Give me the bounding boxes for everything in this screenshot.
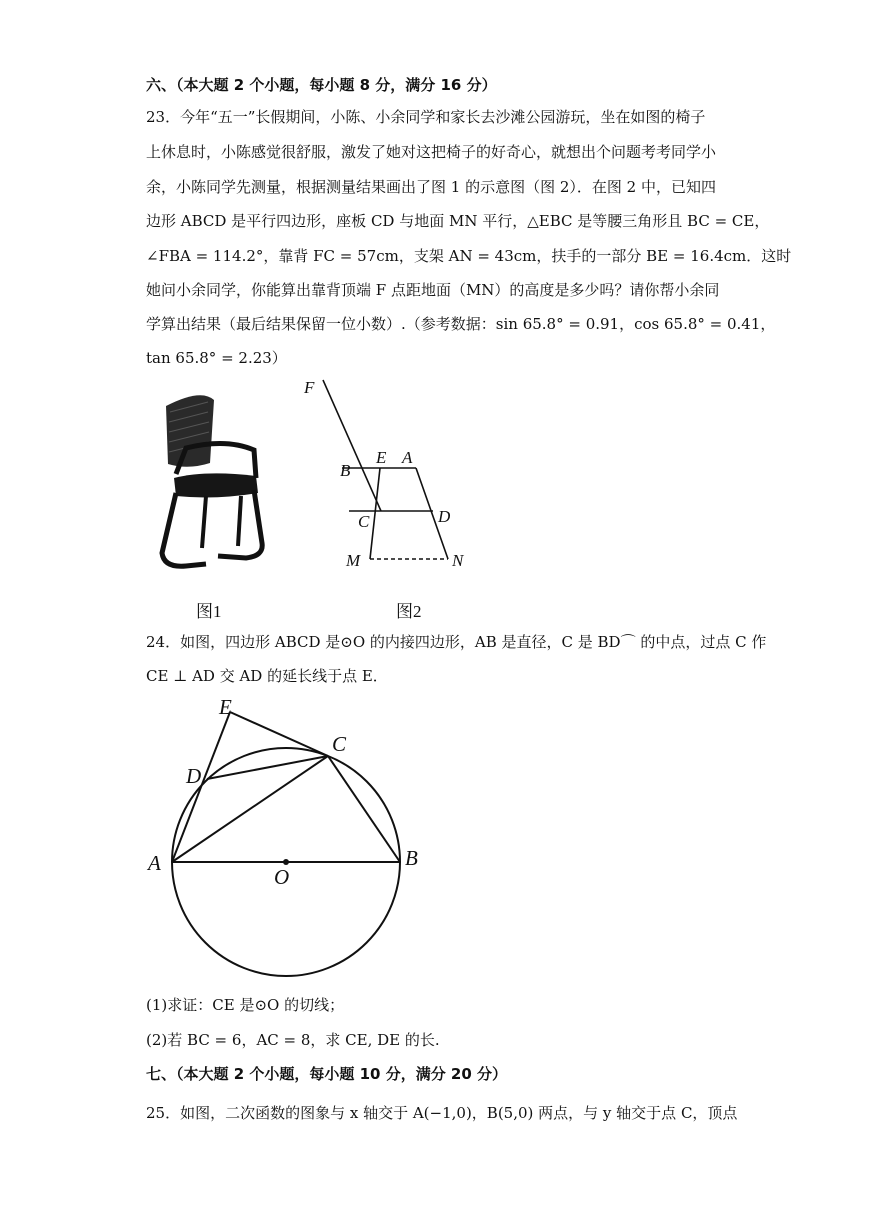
chair-photo: [146, 378, 296, 588]
q24-part-1: (1)求证：CE 是⊙O 的切线；: [146, 996, 345, 1014]
q24-line-1: 24．如图，四边形 ABCD 是⊙O 的内接四边形，AB 是直径，C 是 BD⌒ 的中点，过点 C 作: [146, 633, 767, 651]
q23-line-5: ∠FBA = 114.2°，靠背 FC = 57cm，支架 AN = 43cm，扶手的一部分 BE = 16.4cm．这时: [146, 247, 792, 265]
q23-line-1: 23．今年“五一”长假期间，小陈、小余同学和家长去沙滩公园游玩，坐在如图的椅子: [146, 108, 706, 126]
circle-label-C: C: [332, 732, 347, 756]
q23-line-8: tan 65.8° = 2.23）: [146, 349, 287, 367]
circle-label-O: O: [274, 865, 290, 889]
label-E: E: [376, 448, 387, 467]
q23-line-2: 上休息时，小陈感觉很舒服，激发了她对这把椅子的好奇心，就想出个问题考考同学小: [146, 143, 717, 161]
figure-2-caption: 图2: [396, 602, 422, 621]
figure-2-diagram: [296, 372, 468, 592]
circle-label-A: A: [148, 851, 161, 875]
figure-1-caption: 图1: [196, 602, 222, 621]
circle-label-E: E: [219, 695, 232, 719]
q23-line-6: 她问小余同学，你能算出靠背顶端 F 点距地面（MN）的高度是多少吗？请你帮小余同: [146, 281, 720, 299]
q24-part-2: (2)若 BC = 6，AC = 8，求 CE, DE 的长.: [146, 1031, 440, 1049]
q25-line-1: 25．如图，二次函数的图象与 x 轴交于 A(−1,0)，B(5,0) 两点，与 y 轴交于点 C，顶点: [146, 1104, 738, 1122]
q23-line-7: 学算出结果（最后结果保留一位小数）.（参考数据：sin 65.8° = 0.91，cos 65.8° = 0.41，: [146, 315, 776, 333]
circle-label-D: D: [186, 764, 202, 788]
circle-label-B: B: [405, 846, 418, 870]
label-C: C: [358, 512, 370, 531]
label-B: B: [340, 461, 351, 480]
label-D: D: [438, 507, 451, 526]
label-M: M: [346, 551, 361, 570]
section-seven-title: 七、（本大题 2 个小题，每小题 10 分，满分 20 分）: [146, 1065, 508, 1083]
q23-line-3: 余，小陈同学先测量，根据测量结果画出了图 1 的示意图（图 2）．在图 2 中，已知四: [146, 178, 716, 196]
circle-diagram: [140, 695, 440, 985]
q23-line-4: 边形 ABCD 是平行四边形，座板 CD 与地面 MN 平行，△EBC 是等腰三角形且 BC = CE，: [146, 212, 770, 230]
section-six-title: 六、（本大题 2 个小题，每小题 8 分，满分 16 分）: [146, 76, 497, 94]
q24-line-2: CE ⊥ AD 交 AD 的延长线于点 E．: [146, 667, 388, 685]
label-A: A: [402, 448, 413, 467]
label-N: N: [452, 551, 464, 570]
label-F: F: [304, 378, 315, 397]
